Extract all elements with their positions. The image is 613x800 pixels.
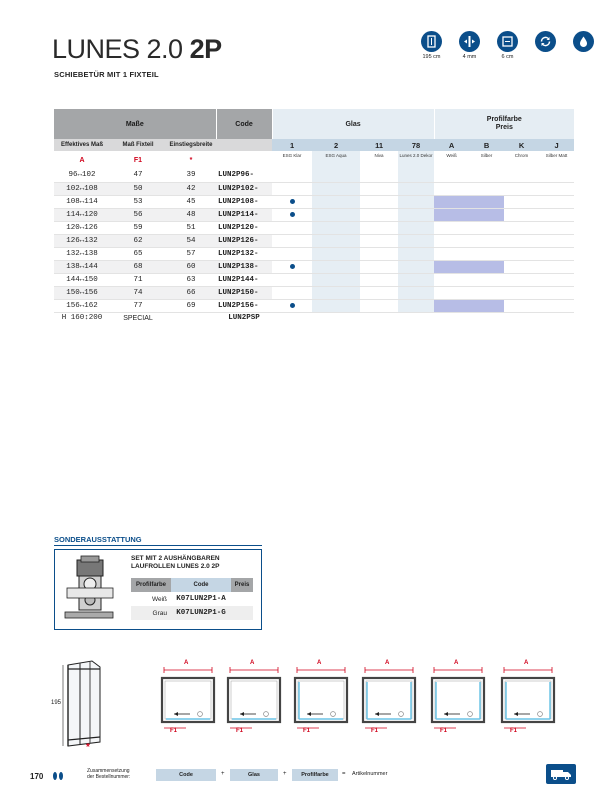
cell-eff: 96↔102 — [54, 169, 110, 182]
footer-profil-box: Profilfarbe — [292, 769, 338, 781]
cell-profile-j — [539, 247, 574, 260]
cell-glass-1 — [272, 208, 312, 221]
acc-price — [231, 606, 253, 620]
cell-ein: 39 — [166, 169, 216, 182]
cell-profile-k — [504, 247, 539, 260]
scheme-a-label: A — [250, 660, 255, 666]
cell-fix: 77 — [110, 299, 166, 312]
special-fix: SPECIAL — [123, 314, 153, 322]
availability-dot — [290, 264, 295, 269]
scheme-a-label: A — [317, 660, 322, 666]
cell-eff: 144↔150 — [54, 273, 110, 286]
acc-price — [231, 592, 253, 606]
special-rest — [272, 312, 574, 324]
cell-glass-11 — [360, 208, 398, 221]
glass-thickness-icon — [459, 31, 480, 52]
table-row — [54, 221, 574, 234]
accessory-table — [131, 578, 253, 620]
cell-glass-78 — [398, 195, 434, 208]
table-row — [54, 299, 574, 312]
profile-label: Silber Matt — [545, 153, 568, 158]
cell-code: LUN2P138- — [216, 260, 272, 273]
cell-profile-a — [434, 247, 469, 260]
cell-glass-11 — [360, 169, 398, 182]
cell-fix: 74 — [110, 286, 166, 299]
water-drop-icon — [573, 31, 594, 52]
reversible-spec — [532, 31, 559, 60]
cell-glass-78 — [398, 260, 434, 273]
code-subheader — [216, 139, 272, 151]
glass-label: ESG Aqua — [312, 151, 360, 169]
table-row — [54, 234, 574, 247]
cell-profile-k — [504, 234, 539, 247]
cell-profile-b — [469, 221, 504, 234]
key-f1: F1 — [133, 156, 143, 164]
cell-ein: 69 — [166, 299, 216, 312]
cell-profile-k — [504, 169, 539, 182]
acc-code: K07LUN2P1-G — [176, 609, 226, 617]
profil-header-line2: Preis — [495, 124, 513, 131]
cell-eff: 138↔144 — [54, 260, 110, 273]
sonder-name-line1: SET MIT 2 AUSHÄNGBAREN — [131, 555, 220, 562]
cell-ein: 45 — [166, 195, 216, 208]
cell-glass-2 — [312, 195, 360, 208]
cell-profile-a — [434, 299, 469, 312]
cell-profile-a — [434, 273, 469, 286]
cell-eff: 150↔156 — [54, 286, 110, 299]
cell-profile-k — [504, 299, 539, 312]
cell-profile-k — [504, 260, 539, 273]
table-row — [54, 260, 574, 273]
acc-code: K07LUN2P1-A — [176, 595, 226, 603]
cell-glass-78 — [398, 169, 434, 182]
cell-profile-k — [504, 195, 539, 208]
code-key-blank — [216, 151, 272, 169]
cell-glass-78 — [398, 234, 434, 247]
profile-label: Weiß — [446, 153, 457, 158]
cell-profile-b — [469, 286, 504, 299]
delivery-truck-icon — [546, 764, 576, 784]
masse-header: Maße — [54, 109, 216, 139]
acc-header-color: Profilfarbe — [131, 578, 171, 592]
cell-profile-b — [469, 234, 504, 247]
table-row — [54, 182, 574, 195]
configuration-table — [54, 109, 574, 324]
installation-scheme — [293, 660, 349, 739]
cell-profile-a — [434, 182, 469, 195]
cell-glass-11 — [360, 286, 398, 299]
product-drawing — [51, 660, 104, 755]
cell-eff: 132↔138 — [54, 247, 110, 260]
cell-glass-1 — [272, 247, 312, 260]
special-eff: H 160↕200 — [61, 314, 103, 323]
cell-glass-1 — [272, 234, 312, 247]
cell-profile-b — [469, 273, 504, 286]
cell-profile-j — [539, 234, 574, 247]
order-note — [87, 768, 130, 780]
cell-profile-b — [469, 208, 504, 221]
cell-glass-11 — [360, 234, 398, 247]
cell-profile-j — [539, 195, 574, 208]
order-note-line1: Zusammensetzung — [87, 768, 130, 774]
footer — [30, 762, 590, 786]
height-label: 195 cm — [422, 54, 441, 60]
height-icon — [421, 31, 442, 52]
profile-code: A — [434, 139, 469, 151]
special-blank — [166, 312, 216, 324]
cell-eff: 156↔162 — [54, 299, 110, 312]
title-light: LUNES 2.0 — [52, 34, 190, 64]
roller-set-image — [59, 554, 119, 624]
cell-profile-j — [539, 169, 574, 182]
key-star: * — [189, 156, 193, 164]
cell-profile-a — [434, 195, 469, 208]
profile-code: B — [469, 139, 504, 151]
cell-profile-a — [434, 234, 469, 247]
cell-glass-2 — [312, 182, 360, 195]
scheme-f1-label: F1 — [510, 728, 518, 734]
entry-mark: * — [86, 742, 90, 753]
cell-glass-1 — [272, 273, 312, 286]
cell-code: LUN2P120- — [216, 221, 272, 234]
sonder-divider — [54, 545, 262, 546]
cell-glass-2 — [312, 208, 360, 221]
cell-eff: 120↔126 — [54, 221, 110, 234]
cell-eff: 108↔114 — [54, 195, 110, 208]
shower-door-drawing — [54, 660, 104, 750]
availability-dot — [290, 212, 295, 217]
cell-profile-j — [539, 182, 574, 195]
profile-label: Silber — [480, 153, 493, 158]
cell-glass-78 — [398, 182, 434, 195]
cell-profile-a — [434, 286, 469, 299]
cell-glass-11 — [360, 247, 398, 260]
glass-label: ESG Klar — [282, 153, 302, 158]
product-title — [52, 34, 222, 65]
glass-label: Lunes 2.0 Dekor — [398, 151, 434, 169]
footer-equals: = — [342, 771, 346, 777]
table-row — [54, 208, 574, 221]
scheme-f1-label: F1 — [440, 728, 448, 734]
installation-scheme — [430, 660, 486, 739]
cell-code: LUN2P150- — [216, 286, 272, 299]
cell-glass-1 — [272, 195, 312, 208]
table-row — [54, 195, 574, 208]
cell-profile-j — [539, 299, 574, 312]
cell-fix: 56 — [110, 208, 166, 221]
cell-glass-78 — [398, 273, 434, 286]
size-header-fix: Maß Fixteil — [110, 139, 166, 151]
glass-code: 2 — [312, 139, 360, 151]
profil-header-line1: Profilfarbe — [486, 116, 522, 123]
size-header-ein: Einstiegsbreite — [166, 139, 216, 151]
cell-glass-1 — [272, 299, 312, 312]
scheme-a-label: A — [385, 660, 390, 666]
profile-code: J — [539, 139, 574, 151]
cell-glass-78 — [398, 221, 434, 234]
height-spec — [418, 31, 445, 60]
special-code: LUN2PSP — [228, 314, 260, 323]
cell-fix: 65 — [110, 247, 166, 260]
scheme-f1-label: F1 — [303, 728, 311, 734]
availability-dot — [290, 199, 295, 204]
glass-label: 4 mm — [462, 54, 477, 60]
cell-glass-78 — [398, 208, 434, 221]
order-note-line2: der Bestellnummer: — [87, 774, 131, 780]
profile-label: 6 cm — [501, 54, 514, 60]
cell-glass-2 — [312, 286, 360, 299]
cell-profile-j — [539, 273, 574, 286]
cell-glass-1 — [272, 221, 312, 234]
cell-profile-k — [504, 208, 539, 221]
scheme-a-label: A — [524, 660, 529, 666]
cell-fix: 47 — [110, 169, 166, 182]
cell-profile-j — [539, 260, 574, 273]
cell-glass-11 — [360, 182, 398, 195]
cell-profile-a — [434, 260, 469, 273]
cell-glass-2 — [312, 273, 360, 286]
scheme-a-label: A — [184, 660, 189, 666]
cell-fix: 50 — [110, 182, 166, 195]
cell-profile-b — [469, 195, 504, 208]
installation-scheme — [160, 660, 216, 739]
acc-row — [131, 592, 253, 606]
cell-glass-2 — [312, 299, 360, 312]
scheme-f1-label: F1 — [371, 728, 379, 734]
installation-scheme — [361, 660, 417, 739]
cell-profile-j — [539, 208, 574, 221]
size-header-eff: Effektives Maß — [54, 139, 110, 151]
page-number: 170 — [30, 772, 44, 781]
scheme-f1-label: F1 — [236, 728, 244, 734]
cell-profile-a — [434, 169, 469, 182]
profile-spec — [494, 31, 521, 60]
cell-code: LUN2P132- — [216, 247, 272, 260]
height-dimension: 195 — [51, 700, 62, 706]
glass-spec — [456, 31, 483, 60]
special-row — [54, 312, 574, 324]
footer-result: Artikelnummer — [352, 771, 388, 777]
cell-ein: 60 — [166, 260, 216, 273]
cell-eff: 114↔120 — [54, 208, 110, 221]
cell-profile-b — [469, 182, 504, 195]
profil-header — [434, 109, 574, 139]
scheme-a-label: A — [454, 660, 459, 666]
cell-ein: 66 — [166, 286, 216, 299]
spec-icons — [418, 31, 597, 60]
installation-scheme — [500, 660, 556, 739]
cell-code: LUN2P96- — [216, 169, 272, 182]
footer-plus: + — [283, 771, 287, 777]
cell-fix: 59 — [110, 221, 166, 234]
table-row — [54, 169, 574, 182]
acc-header-price: Preis — [231, 578, 253, 592]
footer-plus: + — [221, 771, 225, 777]
cell-glass-11 — [360, 221, 398, 234]
cell-glass-1 — [272, 182, 312, 195]
cell-eff: 102↔108 — [54, 182, 110, 195]
cell-eff: 126↔132 — [54, 234, 110, 247]
cell-profile-k — [504, 286, 539, 299]
availability-dot — [290, 303, 295, 308]
installation-scheme — [226, 660, 282, 739]
cell-fix: 68 — [110, 260, 166, 273]
cell-code: LUN2P102- — [216, 182, 272, 195]
table-row — [54, 286, 574, 299]
cell-fix: 62 — [110, 234, 166, 247]
glas-header: Glas — [272, 109, 434, 139]
acc-header-code: Code — [171, 578, 231, 592]
sonder-title: SONDERAUSSTATTUNG — [54, 535, 142, 544]
cell-profile-b — [469, 169, 504, 182]
title-bold: 2P — [189, 34, 222, 64]
cell-profile-b — [469, 247, 504, 260]
water-spec — [570, 31, 597, 60]
cell-profile-b — [469, 260, 504, 273]
cell-code: LUN2P108- — [216, 195, 272, 208]
scheme-f1-label: F1 — [170, 728, 178, 734]
cell-glass-2 — [312, 169, 360, 182]
cell-glass-2 — [312, 260, 360, 273]
cell-code: LUN2P126- — [216, 234, 272, 247]
cell-glass-11 — [360, 260, 398, 273]
reversible-icon — [535, 31, 556, 52]
cell-ein: 54 — [166, 234, 216, 247]
cell-fix: 71 — [110, 273, 166, 286]
cell-profile-a — [434, 221, 469, 234]
cell-ein: 57 — [166, 247, 216, 260]
cell-ein: 51 — [166, 221, 216, 234]
cell-glass-1 — [272, 286, 312, 299]
glass-code: 78 — [398, 139, 434, 151]
profile-code: K — [504, 139, 539, 151]
acc-row — [131, 606, 253, 620]
cell-profile-j — [539, 221, 574, 234]
cell-glass-78 — [398, 286, 434, 299]
product-subtitle: SCHIEBETÜR MIT 1 FIXTEIL — [54, 70, 159, 79]
cell-glass-11 — [360, 299, 398, 312]
cell-fix: 53 — [110, 195, 166, 208]
cell-glass-11 — [360, 195, 398, 208]
cell-glass-2 — [312, 221, 360, 234]
sonder-box — [54, 549, 262, 630]
footprint-icon — [52, 771, 64, 781]
cell-profile-b — [469, 299, 504, 312]
cell-ein: 42 — [166, 182, 216, 195]
footer-code-box: Code — [156, 769, 216, 781]
cell-glass-78 — [398, 299, 434, 312]
cell-ein: 63 — [166, 273, 216, 286]
sonder-product-name — [131, 555, 220, 571]
cell-glass-2 — [312, 234, 360, 247]
cell-glass-1 — [272, 169, 312, 182]
code-header: Code — [216, 109, 272, 139]
cell-glass-1 — [272, 260, 312, 273]
profile-label: Chrom — [514, 153, 529, 158]
glass-label: Niva — [374, 153, 384, 158]
cell-profile-j — [539, 286, 574, 299]
cell-profile-k — [504, 221, 539, 234]
cell-code: LUN2P156- — [216, 299, 272, 312]
cell-profile-k — [504, 182, 539, 195]
acc-color: Grau — [152, 609, 167, 617]
table-body — [54, 169, 574, 312]
cell-code: LUN2P144- — [216, 273, 272, 286]
table-row — [54, 273, 574, 286]
cell-ein: 48 — [166, 208, 216, 221]
profile-width-icon — [497, 31, 518, 52]
footer-glas-box: Glas — [230, 769, 278, 781]
key-a: A — [79, 156, 85, 164]
sonder-name-line2: LAUFROLLEN LUNES 2.0 2P — [131, 563, 220, 570]
cell-profile-a — [434, 208, 469, 221]
cell-profile-k — [504, 273, 539, 286]
acc-color: Weiß — [151, 595, 167, 603]
glass-code: 1 — [272, 139, 312, 151]
cell-code: LUN2P114- — [216, 208, 272, 221]
table-row — [54, 247, 574, 260]
glass-code: 11 — [360, 139, 398, 151]
cell-glass-11 — [360, 273, 398, 286]
cell-glass-2 — [312, 247, 360, 260]
cell-glass-78 — [398, 247, 434, 260]
